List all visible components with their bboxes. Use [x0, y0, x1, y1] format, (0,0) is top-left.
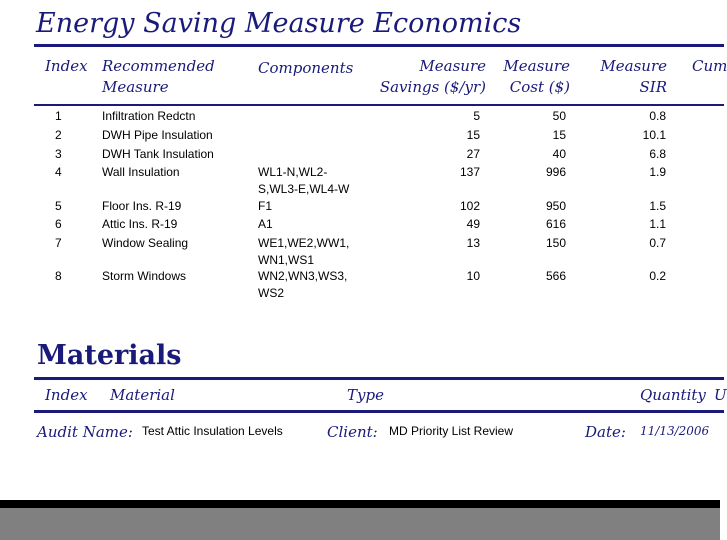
materials-header-quantity: Quantity — [640, 386, 706, 404]
row-index: 8 — [55, 269, 62, 283]
row-components-line2: S,WL3-E,WL4-W — [258, 182, 350, 196]
header-sir-line1: Measure — [600, 57, 667, 75]
row-cost: 150 — [545, 236, 566, 250]
row-savings: 102 — [459, 199, 480, 213]
row-components: F1 — [258, 199, 273, 213]
row-index: 4 — [55, 165, 62, 179]
row-cost: 616 — [545, 217, 566, 231]
row-components-line1: WE1,WE2,WW1, — [258, 236, 350, 250]
row-savings: 5 — [473, 109, 480, 123]
header-index: Index — [45, 57, 88, 75]
date-label: Date: — [585, 423, 626, 441]
row-components-line1: WL1-N,WL2- — [258, 165, 328, 179]
row-measure: DWH Tank Insulation — [102, 147, 214, 161]
client-label: Client: — [327, 423, 378, 441]
header-rule — [34, 104, 724, 106]
header-cost-line2: Cost ($) — [509, 78, 570, 96]
row-sir: 1.9 — [649, 165, 666, 179]
row-measure: Infiltration Redctn — [102, 109, 196, 123]
header-savings-line2: Savings ($/yr) — [379, 78, 486, 96]
header-cumulative: Cum — [692, 57, 727, 75]
audit-name-value: Test Attic Insulation Levels — [142, 424, 283, 438]
row-sir: 6.8 — [649, 147, 666, 161]
header-savings-line1: Measure — [419, 57, 486, 75]
row-sir: 10.1 — [642, 128, 666, 142]
bottom-black-bar — [0, 500, 720, 508]
row-sir: 0.7 — [649, 236, 666, 250]
row-components-line1: WN2,WN3,WS3, — [258, 269, 348, 283]
row-sir: 1.5 — [649, 199, 666, 213]
row-savings: 137 — [459, 165, 480, 179]
header-components: Components — [258, 59, 354, 77]
row-cost: 40 — [552, 147, 566, 161]
row-index: 3 — [55, 147, 62, 161]
bottom-gray-band — [0, 508, 720, 540]
audit-name-label: Audit Name: — [37, 423, 133, 441]
row-cost: 950 — [545, 199, 566, 213]
row-measure: Window Sealing — [102, 236, 189, 250]
row-sir: 0.8 — [649, 109, 666, 123]
header-measure: Measure — [102, 78, 169, 96]
row-measure: Storm Windows — [102, 269, 187, 283]
row-sir: 0.2 — [649, 269, 666, 283]
row-measure: DWH Pipe Insulation — [102, 128, 213, 142]
row-savings: 13 — [466, 236, 480, 250]
row-cost: 15 — [552, 128, 566, 142]
row-index: 1 — [55, 109, 62, 123]
row-savings: 27 — [466, 147, 480, 161]
date-value: 11/13/2006 — [640, 424, 710, 438]
row-index: 6 — [55, 217, 62, 231]
materials-header-index: Index — [45, 386, 88, 404]
row-cost: 996 — [545, 165, 566, 179]
materials-title: Materials — [37, 340, 182, 371]
row-savings: 15 — [466, 128, 480, 142]
row-measure: Attic Ins. R-19 — [102, 217, 178, 231]
header-recommended: Recommended — [102, 57, 215, 75]
materials-header-unit: U — [714, 386, 727, 404]
row-components-line2: WN1,WS1 — [258, 253, 315, 267]
row-index: 2 — [55, 128, 62, 142]
materials-header-material: Material — [110, 386, 175, 404]
client-value: MD Priority List Review — [389, 424, 514, 438]
header-sir-line2: SIR — [639, 78, 667, 96]
row-index: 7 — [55, 236, 62, 250]
report-title: Energy Saving Measure Economics — [36, 8, 522, 39]
row-cost: 50 — [552, 109, 566, 123]
header-cost-line1: Measure — [503, 57, 570, 75]
materials-header-rule — [34, 410, 724, 413]
materials-top-rule — [34, 377, 724, 380]
row-measure: Floor Ins. R-19 — [102, 199, 182, 213]
row-index: 5 — [55, 199, 62, 213]
row-components: A1 — [258, 217, 273, 231]
row-sir: 1.1 — [649, 217, 666, 231]
row-savings: 49 — [466, 217, 480, 231]
title-rule — [34, 44, 724, 47]
row-measure: Wall Insulation — [102, 165, 180, 179]
materials-header-type: Type — [347, 386, 384, 404]
row-components-line2: WS2 — [258, 286, 285, 300]
row-cost: 566 — [545, 269, 566, 283]
row-savings: 10 — [466, 269, 480, 283]
